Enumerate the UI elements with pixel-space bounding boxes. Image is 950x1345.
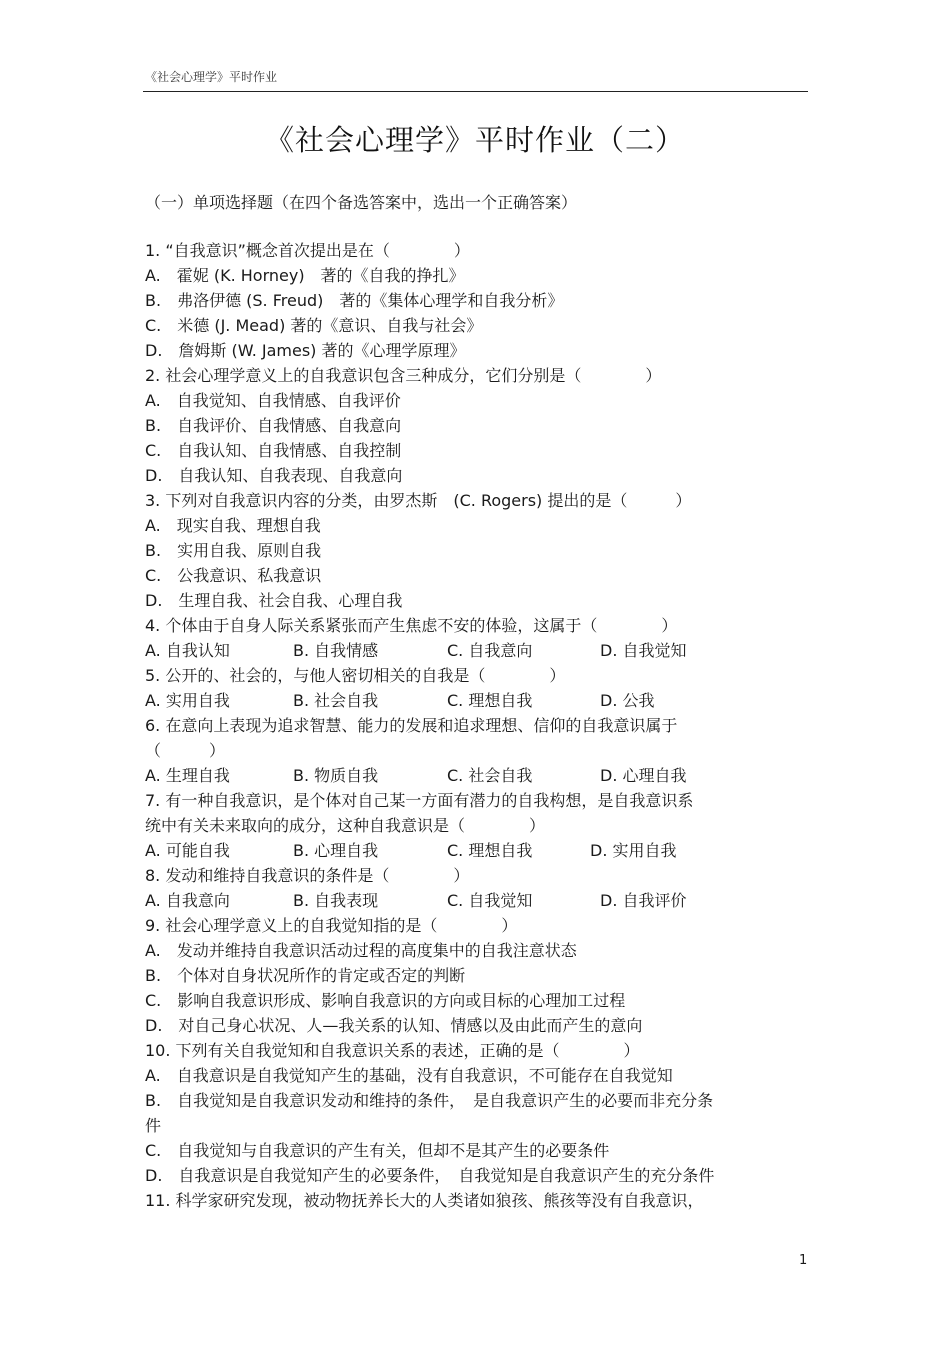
option-line: B. 实用自我、原则自我	[145, 541, 322, 560]
option-line: C. 自我认知、自我情感、自我控制	[145, 441, 402, 460]
option-line: A. 霍妮 (K. Horney) 著的《自我的挣扎》	[145, 266, 465, 285]
question-4: 4. 个体由于自身人际关系紧张而产生焦虑不安的体验，这属于（ ）	[145, 616, 678, 635]
question-7-continuation: 统中有关未来取向的成分，这种自我意识是（ ）	[145, 816, 546, 835]
option-line: B. 自我觉知是自我意识发动和维持的条件， 是自我意识产生的必要而非充分条	[145, 1091, 714, 1110]
question-10: 10. 下列有关自我觉知和自我意识关系的表述，正确的是（ ）	[145, 1041, 640, 1060]
option-line: D. 自我意识是自我觉知产生的必要条件， 自我觉知是自我意识产生的充分条件	[145, 1166, 715, 1185]
option-c: C. 理想自我	[447, 841, 533, 860]
document-title: 《社会心理学》平时作业（二）	[264, 123, 685, 157]
question-2: 2. 社会心理学意义上的自我意识包含三种成分，它们分别是（ ）	[145, 366, 662, 385]
question-9: 9. 社会心理学意义上的自我觉知指的是（ ）	[145, 916, 518, 935]
option-line: B. 个体对自身状况所作的肯定或否定的判断	[145, 966, 466, 985]
header-rule	[143, 91, 808, 92]
running-header: 《社会心理学》平时作业	[145, 70, 278, 84]
option-a: A. 自我意向	[145, 891, 230, 910]
option-a: A. 实用自我	[145, 691, 230, 710]
option-line: B. 弗洛伊德 (S. Freud) 著的《集体心理学和自我分析》	[145, 291, 564, 310]
option-line: C. 米德 (J. Mead) 著的《意识、自我与社会》	[145, 316, 483, 335]
option-b: B. 心理自我	[293, 841, 379, 860]
section-heading: （一）单项选择题（在四个备选答案中，选出一个正确答案）	[145, 193, 578, 212]
option-line: D. 对自己身心状况、人—我关系的认知、情感以及由此而产生的意向	[145, 1016, 643, 1035]
option-line: B. 自我评价、自我情感、自我意向	[145, 416, 402, 435]
option-line: A. 发动并维持自我意识活动过程的高度集中的自我注意状态	[145, 941, 577, 960]
page-number: 1	[799, 1253, 808, 1268]
option-a: A. 自我认知	[145, 641, 230, 660]
option-line-continuation: 件	[145, 1116, 162, 1135]
option-row-q4	[145, 638, 795, 663]
option-c: C. 自我觉知	[447, 891, 533, 910]
option-b: B. 社会自我	[293, 691, 379, 710]
question-6-continuation: （ ）	[145, 741, 226, 760]
option-row-q8	[145, 888, 795, 913]
option-a: A. 可能自我	[145, 841, 230, 860]
option-row-q6	[145, 763, 795, 788]
option-b: B. 自我情感	[293, 641, 379, 660]
option-d: D. 自我觉知	[600, 641, 687, 660]
option-a: A. 生理自我	[145, 766, 230, 785]
option-line: D. 詹姆斯 (W. James) 著的《心理学原理》	[145, 341, 466, 360]
option-line: A. 现实自我、理想自我	[145, 516, 321, 535]
question-3: 3. 下列对自我意识内容的分类，由罗杰斯 (C. Rogers) 提出的是（ ）	[145, 491, 692, 510]
option-b: B. 物质自我	[293, 766, 379, 785]
option-d: D. 公我	[600, 691, 655, 710]
option-line: D. 自我认知、自我表现、自我意向	[145, 466, 403, 485]
option-b: B. 自我表现	[293, 891, 379, 910]
option-d: D. 自我评价	[600, 891, 687, 910]
option-row-q5	[145, 688, 795, 713]
question-5: 5. 公开的、社会的，与他人密切相关的自我是（ ）	[145, 666, 566, 685]
option-line: C. 自我觉知与自我意识的产生有关，但却不是其产生的必要条件	[145, 1141, 610, 1160]
option-d: D. 心理自我	[600, 766, 687, 785]
option-d: D. 实用自我	[590, 841, 677, 860]
question-7: 7. 有一种自我意识，是个体对自己某一方面有潜力的自我构想，是自我意识系	[145, 791, 694, 810]
option-line: C. 影响自我意识形成、影响自我意识的方向或目标的心理加工过程	[145, 991, 626, 1010]
question-1: 1. “自我意识”概念首次提出是在（ ）	[145, 241, 470, 260]
option-c: C. 社会自我	[447, 766, 533, 785]
option-line: D. 生理自我、社会自我、心理自我	[145, 591, 403, 610]
question-6: 6. 在意向上表现为追求智慧、能力的发展和追求理想、信仰的自我意识属于	[145, 716, 678, 735]
option-c: C. 自我意向	[447, 641, 533, 660]
option-c: C. 理想自我	[447, 691, 533, 710]
option-row-q7	[145, 838, 795, 863]
option-line: A. 自我觉知、自我情感、自我评价	[145, 391, 401, 410]
question-8: 8. 发动和维持自我意识的条件是（ ）	[145, 866, 470, 885]
question-list	[145, 238, 795, 1213]
option-line: A. 自我意识是自我觉知产生的基础，没有自我意识，不可能存在自我觉知	[145, 1066, 673, 1085]
question-11: 11. 科学家研究发现，被动物抚养长大的人类诸如狼孩、熊孩等没有自我意识，	[145, 1191, 704, 1210]
option-line: C. 公我意识、私我意识	[145, 566, 322, 585]
